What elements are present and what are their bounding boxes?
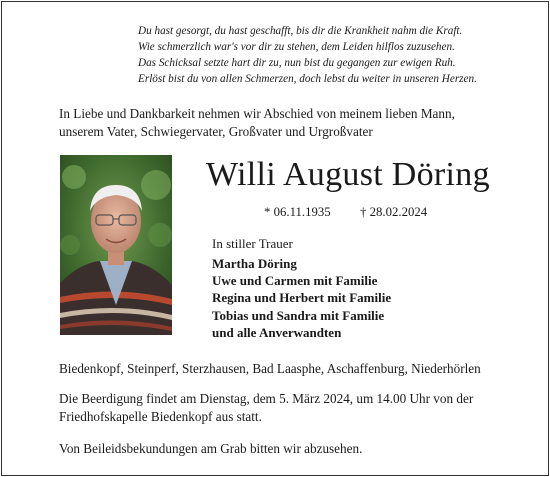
birth-date: * 06.11.1935 [264,205,331,219]
mourner-name: und alle Anverwandten [212,324,342,340]
places-list: Biedenkopf, Steinperf, Sterzhausen, Bad Laasphe, Aschaffenburg, Niederhörlen [59,361,481,376]
intro-line: In Liebe und Dankbarkeit nehmen wir Abschied von meinem lieben Mann, [59,106,455,121]
poem-line: Das Schicksal setzte hart dir zu, nun bist du gegangen zur ewigen Ruh. [138,57,456,69]
funeral-line: Die Beerdigung findet am Dienstag, dem 5. März 2024, um 14.00 Uhr von der [59,391,474,406]
intro-line: unserem Vater, Schwiegervater, Großvater und Urgroßvater [59,124,373,139]
poem-line: Du hast gesorgt, du hast geschafft, bis dir die Krankheit nahm die Kraft. [138,25,463,37]
farewell-intro [59,105,529,141]
mourner-name: Martha Döring [212,256,297,271]
poem-line: Wie schmerzlich war's vor dir zu stehen, dem Leiden hilflos zuzusehen. [138,41,455,53]
obituary-notice [1,1,549,476]
mourner-name: Uwe und Carmen mit Familie [212,273,378,289]
portrait-image [60,155,172,335]
death-date: † 28.02.2024 [360,205,428,219]
funeral-info [59,390,529,426]
portrait-photo [60,155,172,335]
poem-line: Erlöst bist du von allen Schmerzen, doch lebst du weiter in unseren Herzen. [138,73,477,85]
memorial-poem [138,23,538,87]
mourning-label: In stiller Trauer [212,236,293,251]
mourner-name: Tobias und Sandra mit Familie [212,307,385,323]
condolence-note: Von Beileidsbekundungen am Grab bitten wir abzusehen. [59,441,363,456]
funeral-line: Friedhofskapelle Biedenkopf aus statt. [59,409,262,424]
mourners-list [212,255,391,341]
mourner-name: Regina und Herbert mit Familie [212,290,392,306]
deceased-name: Willi August Döring [206,156,490,193]
